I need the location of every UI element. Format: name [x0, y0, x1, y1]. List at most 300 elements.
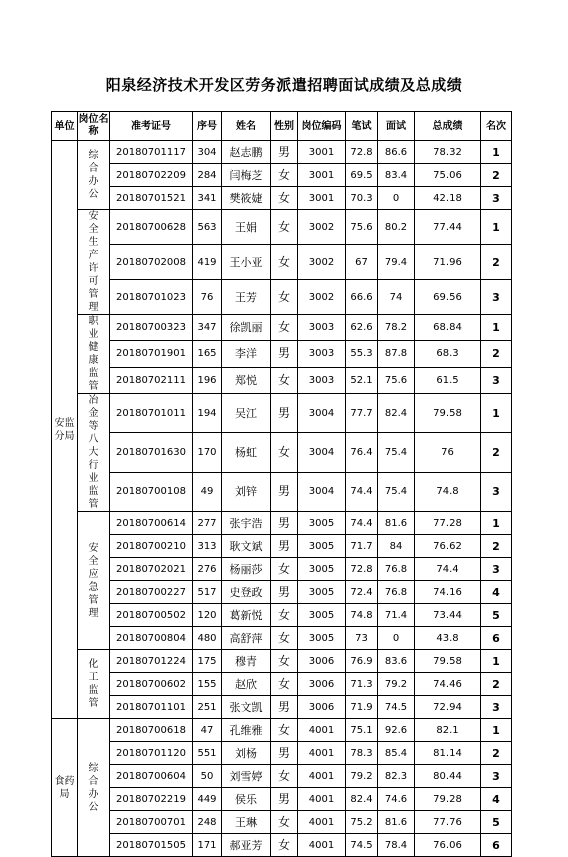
post-name-cell [78, 394, 110, 512]
name-cell: 徐凯丽 [222, 315, 271, 341]
unit-label: 安监分局 [54, 417, 75, 442]
interview-score-cell: 76.8 [378, 558, 415, 581]
interview-score-cell: 78.4 [378, 834, 415, 857]
seq-cell: 49 [193, 472, 222, 511]
post-name-label: 安全应急管理 [88, 542, 99, 619]
rank-cell: 1 [481, 210, 512, 245]
table-row [52, 558, 512, 581]
exam-no-cell: 20180701521 [110, 187, 193, 210]
seq-cell: 480 [193, 627, 222, 650]
header-unit: 单位 [52, 112, 78, 141]
written-score-cell: 82.4 [346, 788, 378, 811]
total-score-cell: 68.84 [415, 315, 481, 341]
name-cell: 刘雪婷 [222, 765, 271, 788]
total-score-cell: 43.8 [415, 627, 481, 650]
seq-cell: 76 [193, 280, 222, 315]
gender-cell: 男 [271, 742, 298, 765]
seq-cell: 47 [193, 719, 222, 742]
total-score-cell: 71.96 [415, 245, 481, 280]
total-score-cell: 74.16 [415, 581, 481, 604]
post-code-cell: 4001 [298, 765, 346, 788]
gender-cell: 男 [271, 472, 298, 511]
interview-score-cell: 78.2 [378, 315, 415, 341]
exam-no-cell: 20180702021 [110, 558, 193, 581]
interview-score-cell: 84 [378, 535, 415, 558]
rank-cell: 1 [481, 650, 512, 673]
seq-cell: 517 [193, 581, 222, 604]
exam-no-cell: 20180700227 [110, 581, 193, 604]
name-cell: 张文凯 [222, 696, 271, 719]
exam-no-cell: 20180701117 [110, 141, 193, 164]
post-name-cell [78, 719, 110, 857]
table-row [52, 472, 512, 511]
gender-cell: 女 [271, 210, 298, 245]
header-row [52, 112, 512, 141]
seq-cell: 419 [193, 245, 222, 280]
post-name-cell [78, 650, 110, 719]
table-row [52, 367, 512, 393]
interview-score-cell: 81.6 [378, 512, 415, 535]
post-code-cell: 4001 [298, 719, 346, 742]
name-cell: 闫梅芝 [222, 164, 271, 187]
table-row [52, 788, 512, 811]
written-score-cell: 69.5 [346, 164, 378, 187]
written-score-cell: 75.6 [346, 210, 378, 245]
interview-score-cell: 75.4 [378, 472, 415, 511]
interview-score-cell: 83.6 [378, 650, 415, 673]
gender-cell: 女 [271, 650, 298, 673]
table-row [52, 164, 512, 187]
seq-cell: 341 [193, 187, 222, 210]
exam-no-cell: 20180702209 [110, 164, 193, 187]
interview-score-cell: 82.4 [378, 394, 415, 433]
post-name-label: 职业健康监管 [88, 316, 99, 392]
rank-cell: 6 [481, 834, 512, 857]
post-code-cell: 3001 [298, 164, 346, 187]
exam-no-cell: 20180702008 [110, 245, 193, 280]
gender-cell: 男 [271, 512, 298, 535]
total-score-cell: 76.06 [415, 834, 481, 857]
exam-no-cell: 20180700323 [110, 315, 193, 341]
interview-score-cell: 79.2 [378, 673, 415, 696]
post-code-cell: 3002 [298, 210, 346, 245]
name-cell: 王小亚 [222, 245, 271, 280]
post-code-cell: 3006 [298, 696, 346, 719]
seq-cell: 313 [193, 535, 222, 558]
post-name-label: 综合办公 [88, 150, 99, 200]
page-title: 阳泉经济技术开发区劳务派遣招聘面试成绩及总成绩 [105, 76, 463, 94]
rank-cell: 1 [481, 719, 512, 742]
exam-no-cell: 20180701120 [110, 742, 193, 765]
written-score-cell: 79.2 [346, 765, 378, 788]
written-score-cell: 72.4 [346, 581, 378, 604]
post-name-label: 综合办公 [88, 762, 99, 813]
total-score-cell: 76.62 [415, 535, 481, 558]
interview-score-cell: 74 [378, 280, 415, 315]
name-cell: 赵欣 [222, 673, 271, 696]
written-score-cell: 78.3 [346, 742, 378, 765]
post-name-label: 冶金等八大行业监管 [88, 395, 99, 510]
written-score-cell: 74.8 [346, 604, 378, 627]
total-score-cell: 79.58 [415, 394, 481, 433]
total-score-cell: 72.94 [415, 696, 481, 719]
written-score-cell: 74.5 [346, 834, 378, 857]
gender-cell: 女 [271, 558, 298, 581]
name-cell: 樊筱婕 [222, 187, 271, 210]
rank-cell: 3 [481, 558, 512, 581]
post-code-cell: 3004 [298, 433, 346, 472]
table-row [52, 627, 512, 650]
header-post-name: 岗位名称 [78, 112, 110, 141]
written-score-cell: 72.8 [346, 558, 378, 581]
written-score-cell: 72.8 [346, 141, 378, 164]
post-code-cell: 4001 [298, 811, 346, 834]
gender-cell: 男 [271, 141, 298, 164]
table-row [52, 245, 512, 280]
exam-no-cell: 20180700108 [110, 472, 193, 511]
header-written: 笔试 [346, 112, 378, 141]
total-score-cell: 76 [415, 433, 481, 472]
total-score-cell: 42.18 [415, 187, 481, 210]
interview-score-cell: 80.2 [378, 210, 415, 245]
rank-cell: 1 [481, 394, 512, 433]
seq-cell: 248 [193, 811, 222, 834]
exam-no-cell: 20180702219 [110, 788, 193, 811]
interview-score-cell: 85.4 [378, 742, 415, 765]
exam-no-cell: 20180701630 [110, 433, 193, 472]
post-code-cell: 3004 [298, 472, 346, 511]
rank-cell: 4 [481, 581, 512, 604]
table-row [52, 433, 512, 472]
seq-cell: 284 [193, 164, 222, 187]
name-cell: 王芳 [222, 280, 271, 315]
post-code-cell: 4001 [298, 788, 346, 811]
exam-no-cell: 20180701901 [110, 341, 193, 367]
post-code-cell: 4001 [298, 834, 346, 857]
post-code-cell: 3002 [298, 245, 346, 280]
total-score-cell: 74.46 [415, 673, 481, 696]
name-cell: 史登政 [222, 581, 271, 604]
score-table [51, 111, 512, 857]
interview-score-cell: 83.4 [378, 164, 415, 187]
gender-cell: 男 [271, 535, 298, 558]
total-score-cell: 69.56 [415, 280, 481, 315]
total-score-cell: 61.5 [415, 367, 481, 393]
exam-no-cell: 20180701101 [110, 696, 193, 719]
rank-cell: 3 [481, 472, 512, 511]
name-cell: 李洋 [222, 341, 271, 367]
exam-no-cell: 20180702111 [110, 367, 193, 393]
total-score-cell: 80.44 [415, 765, 481, 788]
interview-score-cell: 82.3 [378, 765, 415, 788]
table-row [52, 650, 512, 673]
rank-cell: 2 [481, 164, 512, 187]
rank-cell: 1 [481, 315, 512, 341]
table-row [52, 210, 512, 245]
header-gender: 性别 [271, 112, 298, 141]
total-score-cell: 81.14 [415, 742, 481, 765]
gender-cell: 女 [271, 765, 298, 788]
table-row [52, 394, 512, 433]
written-score-cell: 55.3 [346, 341, 378, 367]
written-score-cell: 62.6 [346, 315, 378, 341]
table-row [52, 834, 512, 857]
interview-score-cell: 81.6 [378, 811, 415, 834]
exam-no-cell: 20180700614 [110, 512, 193, 535]
rank-cell: 2 [481, 535, 512, 558]
seq-cell: 277 [193, 512, 222, 535]
interview-score-cell: 74.6 [378, 788, 415, 811]
total-score-cell: 73.44 [415, 604, 481, 627]
written-score-cell: 52.1 [346, 367, 378, 393]
rank-cell: 3 [481, 280, 512, 315]
exam-no-cell: 20180700602 [110, 673, 193, 696]
name-cell: 高舒萍 [222, 627, 271, 650]
written-score-cell: 66.6 [346, 280, 378, 315]
total-score-cell: 68.3 [415, 341, 481, 367]
exam-no-cell: 20180700618 [110, 719, 193, 742]
seq-cell: 50 [193, 765, 222, 788]
post-name-cell [78, 141, 110, 210]
written-score-cell: 73 [346, 627, 378, 650]
total-score-cell: 78.32 [415, 141, 481, 164]
rank-cell: 2 [481, 742, 512, 765]
written-score-cell: 70.3 [346, 187, 378, 210]
exam-no-cell: 20180700804 [110, 627, 193, 650]
gender-cell: 女 [271, 315, 298, 341]
seq-cell: 196 [193, 367, 222, 393]
total-score-cell: 79.58 [415, 650, 481, 673]
seq-cell: 120 [193, 604, 222, 627]
post-code-cell: 3005 [298, 627, 346, 650]
post-code-cell: 3001 [298, 141, 346, 164]
gender-cell: 男 [271, 394, 298, 433]
post-code-cell: 3005 [298, 558, 346, 581]
header-total: 总成绩 [415, 112, 481, 141]
table-row [52, 719, 512, 742]
written-score-cell: 76.9 [346, 650, 378, 673]
written-score-cell: 67 [346, 245, 378, 280]
seq-cell: 175 [193, 650, 222, 673]
seq-cell: 171 [193, 834, 222, 857]
interview-score-cell: 0 [378, 627, 415, 650]
table-body [52, 141, 512, 857]
table-row [52, 315, 512, 341]
post-code-cell: 3006 [298, 650, 346, 673]
name-cell: 王娟 [222, 210, 271, 245]
table-row [52, 765, 512, 788]
gender-cell: 女 [271, 433, 298, 472]
table-row [52, 604, 512, 627]
post-code-cell: 3003 [298, 315, 346, 341]
unit-cell [52, 141, 78, 719]
post-name-cell [78, 210, 110, 315]
gender-cell: 男 [271, 341, 298, 367]
written-score-cell: 74.4 [346, 512, 378, 535]
post-name-label: 安全生产许可管理 [88, 211, 99, 313]
written-score-cell: 71.3 [346, 673, 378, 696]
table-row [52, 512, 512, 535]
gender-cell: 女 [271, 627, 298, 650]
gender-cell: 女 [271, 834, 298, 857]
name-cell: 耿文斌 [222, 535, 271, 558]
rank-cell: 2 [481, 673, 512, 696]
name-cell: 郑悦 [222, 367, 271, 393]
total-score-cell: 75.06 [415, 164, 481, 187]
interview-score-cell: 75.4 [378, 433, 415, 472]
interview-score-cell: 0 [378, 187, 415, 210]
interview-score-cell: 92.6 [378, 719, 415, 742]
rank-cell: 3 [481, 696, 512, 719]
table-row [52, 581, 512, 604]
post-code-cell: 3002 [298, 280, 346, 315]
written-score-cell: 71.9 [346, 696, 378, 719]
name-cell: 吴江 [222, 394, 271, 433]
exam-no-cell: 20180701224 [110, 650, 193, 673]
name-cell: 穆青 [222, 650, 271, 673]
seq-cell: 276 [193, 558, 222, 581]
post-code-cell: 3005 [298, 512, 346, 535]
written-score-cell: 71.7 [346, 535, 378, 558]
table-row [52, 673, 512, 696]
seq-cell: 194 [193, 394, 222, 433]
header-seq: 序号 [193, 112, 222, 141]
rank-cell: 2 [481, 433, 512, 472]
total-score-cell: 77.76 [415, 811, 481, 834]
seq-cell: 563 [193, 210, 222, 245]
table-row [52, 535, 512, 558]
header-post-code: 岗位编码 [298, 112, 346, 141]
gender-cell: 男 [271, 696, 298, 719]
header-name: 姓名 [222, 112, 271, 141]
rank-cell: 1 [481, 512, 512, 535]
total-score-cell: 74.4 [415, 558, 481, 581]
unit-cell [52, 719, 78, 857]
rank-cell: 5 [481, 811, 512, 834]
written-score-cell: 75.1 [346, 719, 378, 742]
table-row [52, 141, 512, 164]
name-cell: 赵志鹏 [222, 141, 271, 164]
interview-score-cell: 74.5 [378, 696, 415, 719]
name-cell: 王琳 [222, 811, 271, 834]
post-name-cell [78, 315, 110, 394]
rank-cell: 2 [481, 341, 512, 367]
table-row [52, 187, 512, 210]
seq-cell: 304 [193, 141, 222, 164]
post-name-label: 化工监管 [88, 659, 99, 709]
post-code-cell: 3006 [298, 673, 346, 696]
rank-cell: 4 [481, 788, 512, 811]
post-code-cell: 3003 [298, 341, 346, 367]
written-score-cell: 75.2 [346, 811, 378, 834]
post-name-cell [78, 512, 110, 650]
gender-cell: 女 [271, 673, 298, 696]
interview-score-cell: 75.6 [378, 367, 415, 393]
name-cell: 侯乐 [222, 788, 271, 811]
name-cell: 葛新悦 [222, 604, 271, 627]
exam-no-cell: 20180701505 [110, 834, 193, 857]
seq-cell: 155 [193, 673, 222, 696]
rank-cell: 3 [481, 367, 512, 393]
written-score-cell: 77.7 [346, 394, 378, 433]
exam-no-cell: 20180700210 [110, 535, 193, 558]
seq-cell: 551 [193, 742, 222, 765]
table-row [52, 341, 512, 367]
seq-cell: 170 [193, 433, 222, 472]
gender-cell: 女 [271, 280, 298, 315]
post-code-cell: 3003 [298, 367, 346, 393]
post-code-cell: 3005 [298, 604, 346, 627]
table-row [52, 742, 512, 765]
post-code-cell: 4001 [298, 742, 346, 765]
total-score-cell: 74.8 [415, 472, 481, 511]
rank-cell: 1 [481, 141, 512, 164]
name-cell: 杨虹 [222, 433, 271, 472]
name-cell: 杨丽莎 [222, 558, 271, 581]
total-score-cell: 77.44 [415, 210, 481, 245]
post-code-cell: 3005 [298, 581, 346, 604]
interview-score-cell: 76.8 [378, 581, 415, 604]
header-interview: 面试 [378, 112, 415, 141]
name-cell: 张宇浩 [222, 512, 271, 535]
gender-cell: 女 [271, 367, 298, 393]
seq-cell: 165 [193, 341, 222, 367]
seq-cell: 251 [193, 696, 222, 719]
interview-score-cell: 79.4 [378, 245, 415, 280]
exam-no-cell: 20180701011 [110, 394, 193, 433]
gender-cell: 男 [271, 581, 298, 604]
interview-score-cell: 71.4 [378, 604, 415, 627]
rank-cell: 3 [481, 765, 512, 788]
table-row [52, 811, 512, 834]
unit-label: 食药局 [54, 775, 75, 800]
total-score-cell: 79.28 [415, 788, 481, 811]
gender-cell: 女 [271, 245, 298, 280]
name-cell: 郝亚芳 [222, 834, 271, 857]
gender-cell: 女 [271, 187, 298, 210]
post-code-cell: 3001 [298, 187, 346, 210]
written-score-cell: 76.4 [346, 433, 378, 472]
interview-score-cell: 87.8 [378, 341, 415, 367]
name-cell: 刘锌 [222, 472, 271, 511]
exam-no-cell: 20180700701 [110, 811, 193, 834]
table-row [52, 280, 512, 315]
exam-no-cell: 20180700502 [110, 604, 193, 627]
total-score-cell: 82.1 [415, 719, 481, 742]
post-code-cell: 3004 [298, 394, 346, 433]
name-cell: 孔维雅 [222, 719, 271, 742]
gender-cell: 女 [271, 719, 298, 742]
interview-score-cell: 86.6 [378, 141, 415, 164]
rank-cell: 2 [481, 245, 512, 280]
table-row [52, 696, 512, 719]
written-score-cell: 74.4 [346, 472, 378, 511]
rank-cell: 3 [481, 187, 512, 210]
gender-cell: 女 [271, 164, 298, 187]
seq-cell: 449 [193, 788, 222, 811]
gender-cell: 女 [271, 604, 298, 627]
exam-no-cell: 20180700604 [110, 765, 193, 788]
header-rank: 名次 [481, 112, 512, 141]
name-cell: 刘杨 [222, 742, 271, 765]
rank-cell: 5 [481, 604, 512, 627]
seq-cell: 347 [193, 315, 222, 341]
total-score-cell: 77.28 [415, 512, 481, 535]
exam-no-cell: 20180700628 [110, 210, 193, 245]
rank-cell: 6 [481, 627, 512, 650]
gender-cell: 男 [271, 788, 298, 811]
gender-cell: 女 [271, 811, 298, 834]
